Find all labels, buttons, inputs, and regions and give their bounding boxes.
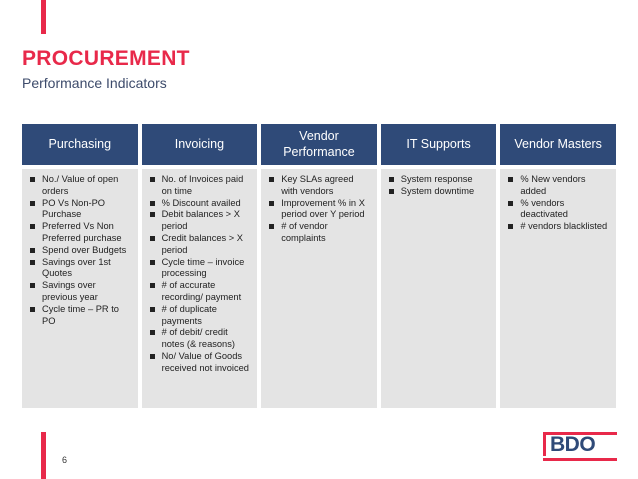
indicator-item: No./ Value of open orders [30,174,132,198]
indicator-item: System downtime [389,186,491,198]
indicator-list [30,174,132,327]
indicator-item: # of vendor complaints [269,221,371,245]
indicator-item: Debit balances > X period [150,209,252,233]
column-vendor-masters [500,124,616,408]
column-header: IT Supports [381,124,497,165]
column-header: Vendor Masters [500,124,616,165]
indicator-item: No. of Invoices paid on time [150,174,252,198]
indicator-item: Preferred Vs Non Preferred purchase [30,221,132,245]
indicator-item: % vendors deactivated [508,198,610,222]
slide-title: PROCUREMENT [22,47,190,70]
indicator-item: Improvement % in X period over Y period [269,198,371,222]
indicator-item: Spend over Budgets [30,245,132,257]
indicator-list [269,174,371,245]
indicator-list [150,174,252,375]
indicator-item: Credit balances > X period [150,233,252,257]
column-body [381,169,497,408]
column-vendor-performance [261,124,377,408]
indicator-item: # of debit/ credit notes (& reasons) [150,327,252,351]
logo-text: BDO [550,433,596,456]
column-body [142,169,258,408]
indicator-columns [22,124,616,408]
column-header: Invoicing [142,124,258,165]
indicator-item: No/ Value of Goods received not invoiced [150,351,252,375]
indicator-item: System response [389,174,491,186]
column-body [22,169,138,408]
column-it-supports [381,124,497,408]
indicator-item: # vendors blacklisted [508,221,610,233]
indicator-item: Savings over 1st Quotes [30,257,132,281]
column-invoicing [142,124,258,408]
column-header: Purchasing [22,124,138,165]
bdo-logo [543,432,617,462]
indicator-item: % Discount availed [150,198,252,210]
indicator-item: % New vendors added [508,174,610,198]
indicator-item: Savings over previous year [30,280,132,304]
indicator-list [389,174,491,198]
column-header: Vendor Performance [261,124,377,165]
indicator-item: Key SLAs agreed with vendors [269,174,371,198]
page-number: 6 [62,455,68,465]
column-purchasing [22,124,138,408]
column-body [261,169,377,408]
indicator-item: Cycle time – PR to PO [30,304,132,328]
accent-bar-top [41,0,46,34]
column-body [500,169,616,408]
logo-underline [543,458,617,461]
indicator-item: # of accurate recording/ payment [150,280,252,304]
indicator-item: PO Vs Non-PO Purchase [30,198,132,222]
indicator-item: Cycle time – invoice processing [150,257,252,281]
indicator-list [508,174,610,233]
slide-subtitle: Performance Indicators [22,75,167,91]
indicator-item: # of duplicate payments [150,304,252,328]
accent-bar-bottom [41,432,46,479]
